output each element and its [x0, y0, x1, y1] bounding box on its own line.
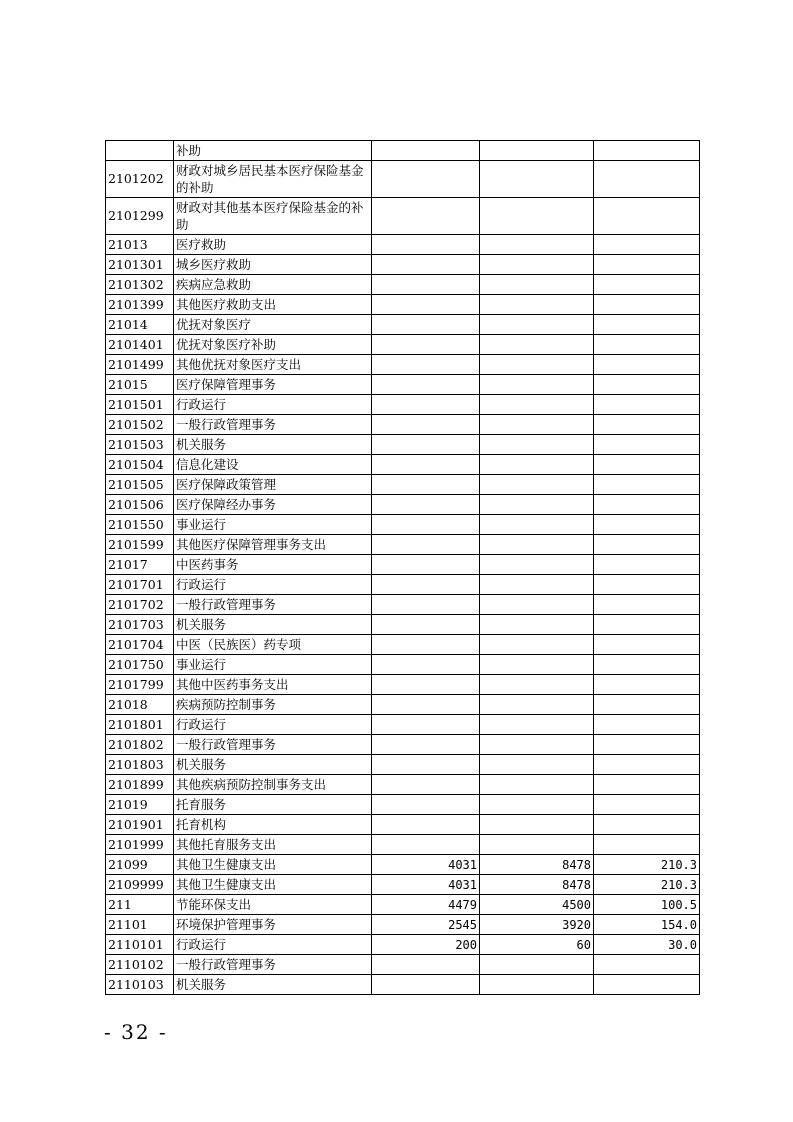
code-cell: 2101701 — [106, 575, 174, 595]
name-cell: 一般行政管理事务 — [174, 415, 372, 435]
value-cell-3 — [594, 975, 700, 995]
name-cell: 医疗保障管理事务 — [174, 375, 372, 395]
value-cell-1 — [372, 315, 480, 335]
table-row — [106, 855, 700, 875]
table-row — [106, 815, 700, 835]
value-cell-3 — [594, 295, 700, 315]
value-cell-1 — [372, 555, 480, 575]
page-number: - 32 - — [104, 1020, 168, 1044]
code-cell: 2101302 — [106, 275, 174, 295]
value-cell-2 — [480, 435, 594, 455]
value-cell-1: 200 — [372, 935, 480, 955]
value-cell-3 — [594, 455, 700, 475]
name-cell: 优抚对象医疗 — [174, 315, 372, 335]
code-cell: 21015 — [106, 375, 174, 395]
name-cell: 其他医疗保障管理事务支出 — [174, 535, 372, 555]
name-cell: 一般行政管理事务 — [174, 595, 372, 615]
value-cell-1 — [372, 475, 480, 495]
code-cell: 2109999 — [106, 875, 174, 895]
value-cell-3: 30.0 — [594, 935, 700, 955]
code-cell: 2101799 — [106, 675, 174, 695]
budget-table — [105, 140, 700, 995]
value-cell-2 — [480, 355, 594, 375]
value-cell-1 — [372, 535, 480, 555]
value-cell-2 — [480, 161, 594, 198]
table-row — [106, 315, 700, 335]
name-cell: 疾病预防控制事务 — [174, 695, 372, 715]
code-cell: 2110102 — [106, 955, 174, 975]
name-cell: 其他医疗救助支出 — [174, 295, 372, 315]
value-cell-3 — [594, 835, 700, 855]
table-row — [106, 975, 700, 995]
table-row — [106, 635, 700, 655]
name-cell: 其他优抚对象医疗支出 — [174, 355, 372, 375]
value-cell-1 — [372, 595, 480, 615]
value-cell-2: 3920 — [480, 915, 594, 935]
name-cell: 机关服务 — [174, 975, 372, 995]
value-cell-2 — [480, 255, 594, 275]
name-cell: 优抚对象医疗补助 — [174, 335, 372, 355]
value-cell-2 — [480, 455, 594, 475]
name-cell: 机关服务 — [174, 615, 372, 635]
code-cell: 2101802 — [106, 735, 174, 755]
name-cell: 医疗救助 — [174, 235, 372, 255]
code-cell: 2101301 — [106, 255, 174, 275]
table-row — [106, 575, 700, 595]
value-cell-1 — [372, 435, 480, 455]
value-cell-1 — [372, 161, 480, 198]
value-cell-1 — [372, 635, 480, 655]
value-cell-3 — [594, 355, 700, 375]
value-cell-1 — [372, 835, 480, 855]
value-cell-2 — [480, 695, 594, 715]
table-row — [106, 735, 700, 755]
code-cell: 2101505 — [106, 475, 174, 495]
name-cell: 行政运行 — [174, 715, 372, 735]
code-cell: 21014 — [106, 315, 174, 335]
name-cell: 托育机构 — [174, 815, 372, 835]
table-row — [106, 355, 700, 375]
value-cell-1 — [372, 655, 480, 675]
code-cell: 2101506 — [106, 495, 174, 515]
code-cell: 21099 — [106, 855, 174, 875]
table-row — [106, 198, 700, 235]
name-cell: 事业运行 — [174, 515, 372, 535]
value-cell-3 — [594, 235, 700, 255]
value-cell-2 — [480, 141, 594, 161]
code-cell: 2101899 — [106, 775, 174, 795]
name-cell: 一般行政管理事务 — [174, 735, 372, 755]
name-cell: 机关服务 — [174, 435, 372, 455]
value-cell-2 — [480, 275, 594, 295]
name-cell: 中医（民族医）药专项 — [174, 635, 372, 655]
value-cell-1 — [372, 755, 480, 775]
value-cell-1 — [372, 975, 480, 995]
value-cell-2 — [480, 555, 594, 575]
value-cell-1 — [372, 815, 480, 835]
name-cell: 信息化建设 — [174, 455, 372, 475]
name-cell: 城乡医疗救助 — [174, 255, 372, 275]
table-row — [106, 835, 700, 855]
value-cell-1 — [372, 695, 480, 715]
value-cell-2 — [480, 475, 594, 495]
table-row — [106, 935, 700, 955]
name-cell: 其他托育服务支出 — [174, 835, 372, 855]
code-cell: 2110103 — [106, 975, 174, 995]
name-cell: 其他疾病预防控制事务支出 — [174, 775, 372, 795]
code-cell: 21013 — [106, 235, 174, 255]
code-cell: 211 — [106, 895, 174, 915]
value-cell-1 — [372, 395, 480, 415]
value-cell-3 — [594, 141, 700, 161]
value-cell-2 — [480, 975, 594, 995]
table-row — [106, 515, 700, 535]
table-body — [106, 141, 700, 995]
code-cell: 2101499 — [106, 355, 174, 375]
name-cell: 疾病应急救助 — [174, 275, 372, 295]
name-cell: 机关服务 — [174, 755, 372, 775]
code-cell: 2101599 — [106, 535, 174, 555]
value-cell-1 — [372, 795, 480, 815]
value-cell-3 — [594, 515, 700, 535]
name-cell: 环境保护管理事务 — [174, 915, 372, 935]
value-cell-3 — [594, 595, 700, 615]
value-cell-2 — [480, 575, 594, 595]
value-cell-1 — [372, 415, 480, 435]
table-row — [106, 675, 700, 695]
value-cell-3 — [594, 415, 700, 435]
code-cell: 2101550 — [106, 515, 174, 535]
value-cell-2: 4500 — [480, 895, 594, 915]
code-cell: 2101202 — [106, 161, 174, 198]
code-cell: 2101703 — [106, 615, 174, 635]
name-cell: 行政运行 — [174, 395, 372, 415]
code-cell: 2101750 — [106, 655, 174, 675]
code-cell — [106, 141, 174, 161]
value-cell-3 — [594, 555, 700, 575]
value-cell-2 — [480, 315, 594, 335]
table-row — [106, 161, 700, 198]
value-cell-1 — [372, 335, 480, 355]
value-cell-3: 210.3 — [594, 875, 700, 895]
table-row — [106, 615, 700, 635]
value-cell-1 — [372, 515, 480, 535]
code-cell: 2101504 — [106, 455, 174, 475]
value-cell-3 — [594, 635, 700, 655]
value-cell-1 — [372, 255, 480, 275]
value-cell-3 — [594, 275, 700, 295]
table-row — [106, 335, 700, 355]
name-cell: 财政对其他基本医疗保险基金的补助 — [174, 198, 372, 235]
value-cell-3 — [594, 575, 700, 595]
value-cell-3 — [594, 535, 700, 555]
code-cell: 2101399 — [106, 295, 174, 315]
table-row — [106, 915, 700, 935]
name-cell: 节能环保支出 — [174, 895, 372, 915]
name-cell: 其他卫生健康支出 — [174, 855, 372, 875]
value-cell-2 — [480, 755, 594, 775]
table-row — [106, 435, 700, 455]
value-cell-1 — [372, 455, 480, 475]
value-cell-2 — [480, 795, 594, 815]
code-cell: 2101501 — [106, 395, 174, 415]
value-cell-2 — [480, 335, 594, 355]
value-cell-3 — [594, 475, 700, 495]
code-cell: 2101299 — [106, 198, 174, 235]
value-cell-2 — [480, 415, 594, 435]
table-row — [106, 695, 700, 715]
code-cell: 2101901 — [106, 815, 174, 835]
value-cell-2 — [480, 198, 594, 235]
code-cell: 2101401 — [106, 335, 174, 355]
value-cell-2: 8478 — [480, 875, 594, 895]
value-cell-3 — [594, 375, 700, 395]
value-cell-1 — [372, 275, 480, 295]
value-cell-3 — [594, 655, 700, 675]
value-cell-2 — [480, 815, 594, 835]
table-row — [106, 415, 700, 435]
value-cell-2 — [480, 595, 594, 615]
name-cell: 其他中医药事务支出 — [174, 675, 372, 695]
value-cell-2 — [480, 375, 594, 395]
table-row — [106, 795, 700, 815]
value-cell-3 — [594, 615, 700, 635]
table-row — [106, 895, 700, 915]
value-cell-1 — [372, 355, 480, 375]
value-cell-1 — [372, 615, 480, 635]
value-cell-2 — [480, 395, 594, 415]
name-cell: 一般行政管理事务 — [174, 955, 372, 975]
table-row — [106, 595, 700, 615]
value-cell-3 — [594, 715, 700, 735]
value-cell-2 — [480, 955, 594, 975]
value-cell-2 — [480, 655, 594, 675]
table-row — [106, 375, 700, 395]
table-row — [106, 755, 700, 775]
value-cell-1 — [372, 141, 480, 161]
name-cell: 托育服务 — [174, 795, 372, 815]
table-row — [106, 715, 700, 735]
code-cell: 2110101 — [106, 935, 174, 955]
name-cell: 行政运行 — [174, 575, 372, 595]
table-row — [106, 141, 700, 161]
name-cell: 医疗保障经办事务 — [174, 495, 372, 515]
table-row — [106, 455, 700, 475]
value-cell-1 — [372, 198, 480, 235]
table-row — [106, 275, 700, 295]
table-row — [106, 555, 700, 575]
value-cell-1 — [372, 495, 480, 515]
code-cell: 2101803 — [106, 755, 174, 775]
code-cell: 21018 — [106, 695, 174, 715]
name-cell: 事业运行 — [174, 655, 372, 675]
value-cell-2 — [480, 235, 594, 255]
table-row — [106, 495, 700, 515]
value-cell-3 — [594, 675, 700, 695]
value-cell-3 — [594, 795, 700, 815]
name-cell: 其他卫生健康支出 — [174, 875, 372, 895]
table-row — [106, 875, 700, 895]
table-row — [106, 775, 700, 795]
value-cell-1 — [372, 715, 480, 735]
value-cell-1 — [372, 735, 480, 755]
value-cell-3: 154.0 — [594, 915, 700, 935]
table-row — [106, 535, 700, 555]
value-cell-2 — [480, 835, 594, 855]
code-cell: 2101704 — [106, 635, 174, 655]
value-cell-2 — [480, 615, 594, 635]
value-cell-2 — [480, 675, 594, 695]
value-cell-1 — [372, 295, 480, 315]
value-cell-2 — [480, 715, 594, 735]
value-cell-2: 60 — [480, 935, 594, 955]
table-row — [106, 955, 700, 975]
value-cell-1: 4479 — [372, 895, 480, 915]
value-cell-3 — [594, 695, 700, 715]
table-row — [106, 395, 700, 415]
table-row — [106, 255, 700, 275]
value-cell-3 — [594, 395, 700, 415]
value-cell-2 — [480, 295, 594, 315]
value-cell-2: 8478 — [480, 855, 594, 875]
value-cell-2 — [480, 635, 594, 655]
code-cell: 2101503 — [106, 435, 174, 455]
value-cell-3 — [594, 435, 700, 455]
value-cell-1: 4031 — [372, 875, 480, 895]
code-cell: 2101702 — [106, 595, 174, 615]
table-row — [106, 655, 700, 675]
code-cell: 2101999 — [106, 835, 174, 855]
value-cell-3: 210.3 — [594, 855, 700, 875]
value-cell-1 — [372, 375, 480, 395]
value-cell-1 — [372, 675, 480, 695]
value-cell-2 — [480, 735, 594, 755]
table-row — [106, 235, 700, 255]
code-cell: 2101801 — [106, 715, 174, 735]
value-cell-1 — [372, 575, 480, 595]
value-cell-3 — [594, 161, 700, 198]
value-cell-3 — [594, 755, 700, 775]
name-cell: 中医药事务 — [174, 555, 372, 575]
value-cell-1: 4031 — [372, 855, 480, 875]
value-cell-3 — [594, 735, 700, 755]
code-cell: 2101502 — [106, 415, 174, 435]
value-cell-1 — [372, 775, 480, 795]
code-cell: 21101 — [106, 915, 174, 935]
value-cell-3 — [594, 255, 700, 275]
value-cell-3 — [594, 815, 700, 835]
value-cell-2 — [480, 775, 594, 795]
value-cell-3 — [594, 775, 700, 795]
value-cell-3 — [594, 315, 700, 335]
value-cell-2 — [480, 495, 594, 515]
name-cell: 补助 — [174, 141, 372, 161]
value-cell-3 — [594, 495, 700, 515]
code-cell: 21019 — [106, 795, 174, 815]
value-cell-3 — [594, 198, 700, 235]
value-cell-3 — [594, 335, 700, 355]
value-cell-2 — [480, 515, 594, 535]
name-cell: 行政运行 — [174, 935, 372, 955]
table-row — [106, 295, 700, 315]
value-cell-3 — [594, 955, 700, 975]
value-cell-3: 100.5 — [594, 895, 700, 915]
code-cell: 21017 — [106, 555, 174, 575]
value-cell-1 — [372, 955, 480, 975]
value-cell-1: 2545 — [372, 915, 480, 935]
value-cell-2 — [480, 535, 594, 555]
name-cell: 财政对城乡居民基本医疗保险基金的补助 — [174, 161, 372, 198]
value-cell-1 — [372, 235, 480, 255]
table-row — [106, 475, 700, 495]
name-cell: 医疗保障政策管理 — [174, 475, 372, 495]
